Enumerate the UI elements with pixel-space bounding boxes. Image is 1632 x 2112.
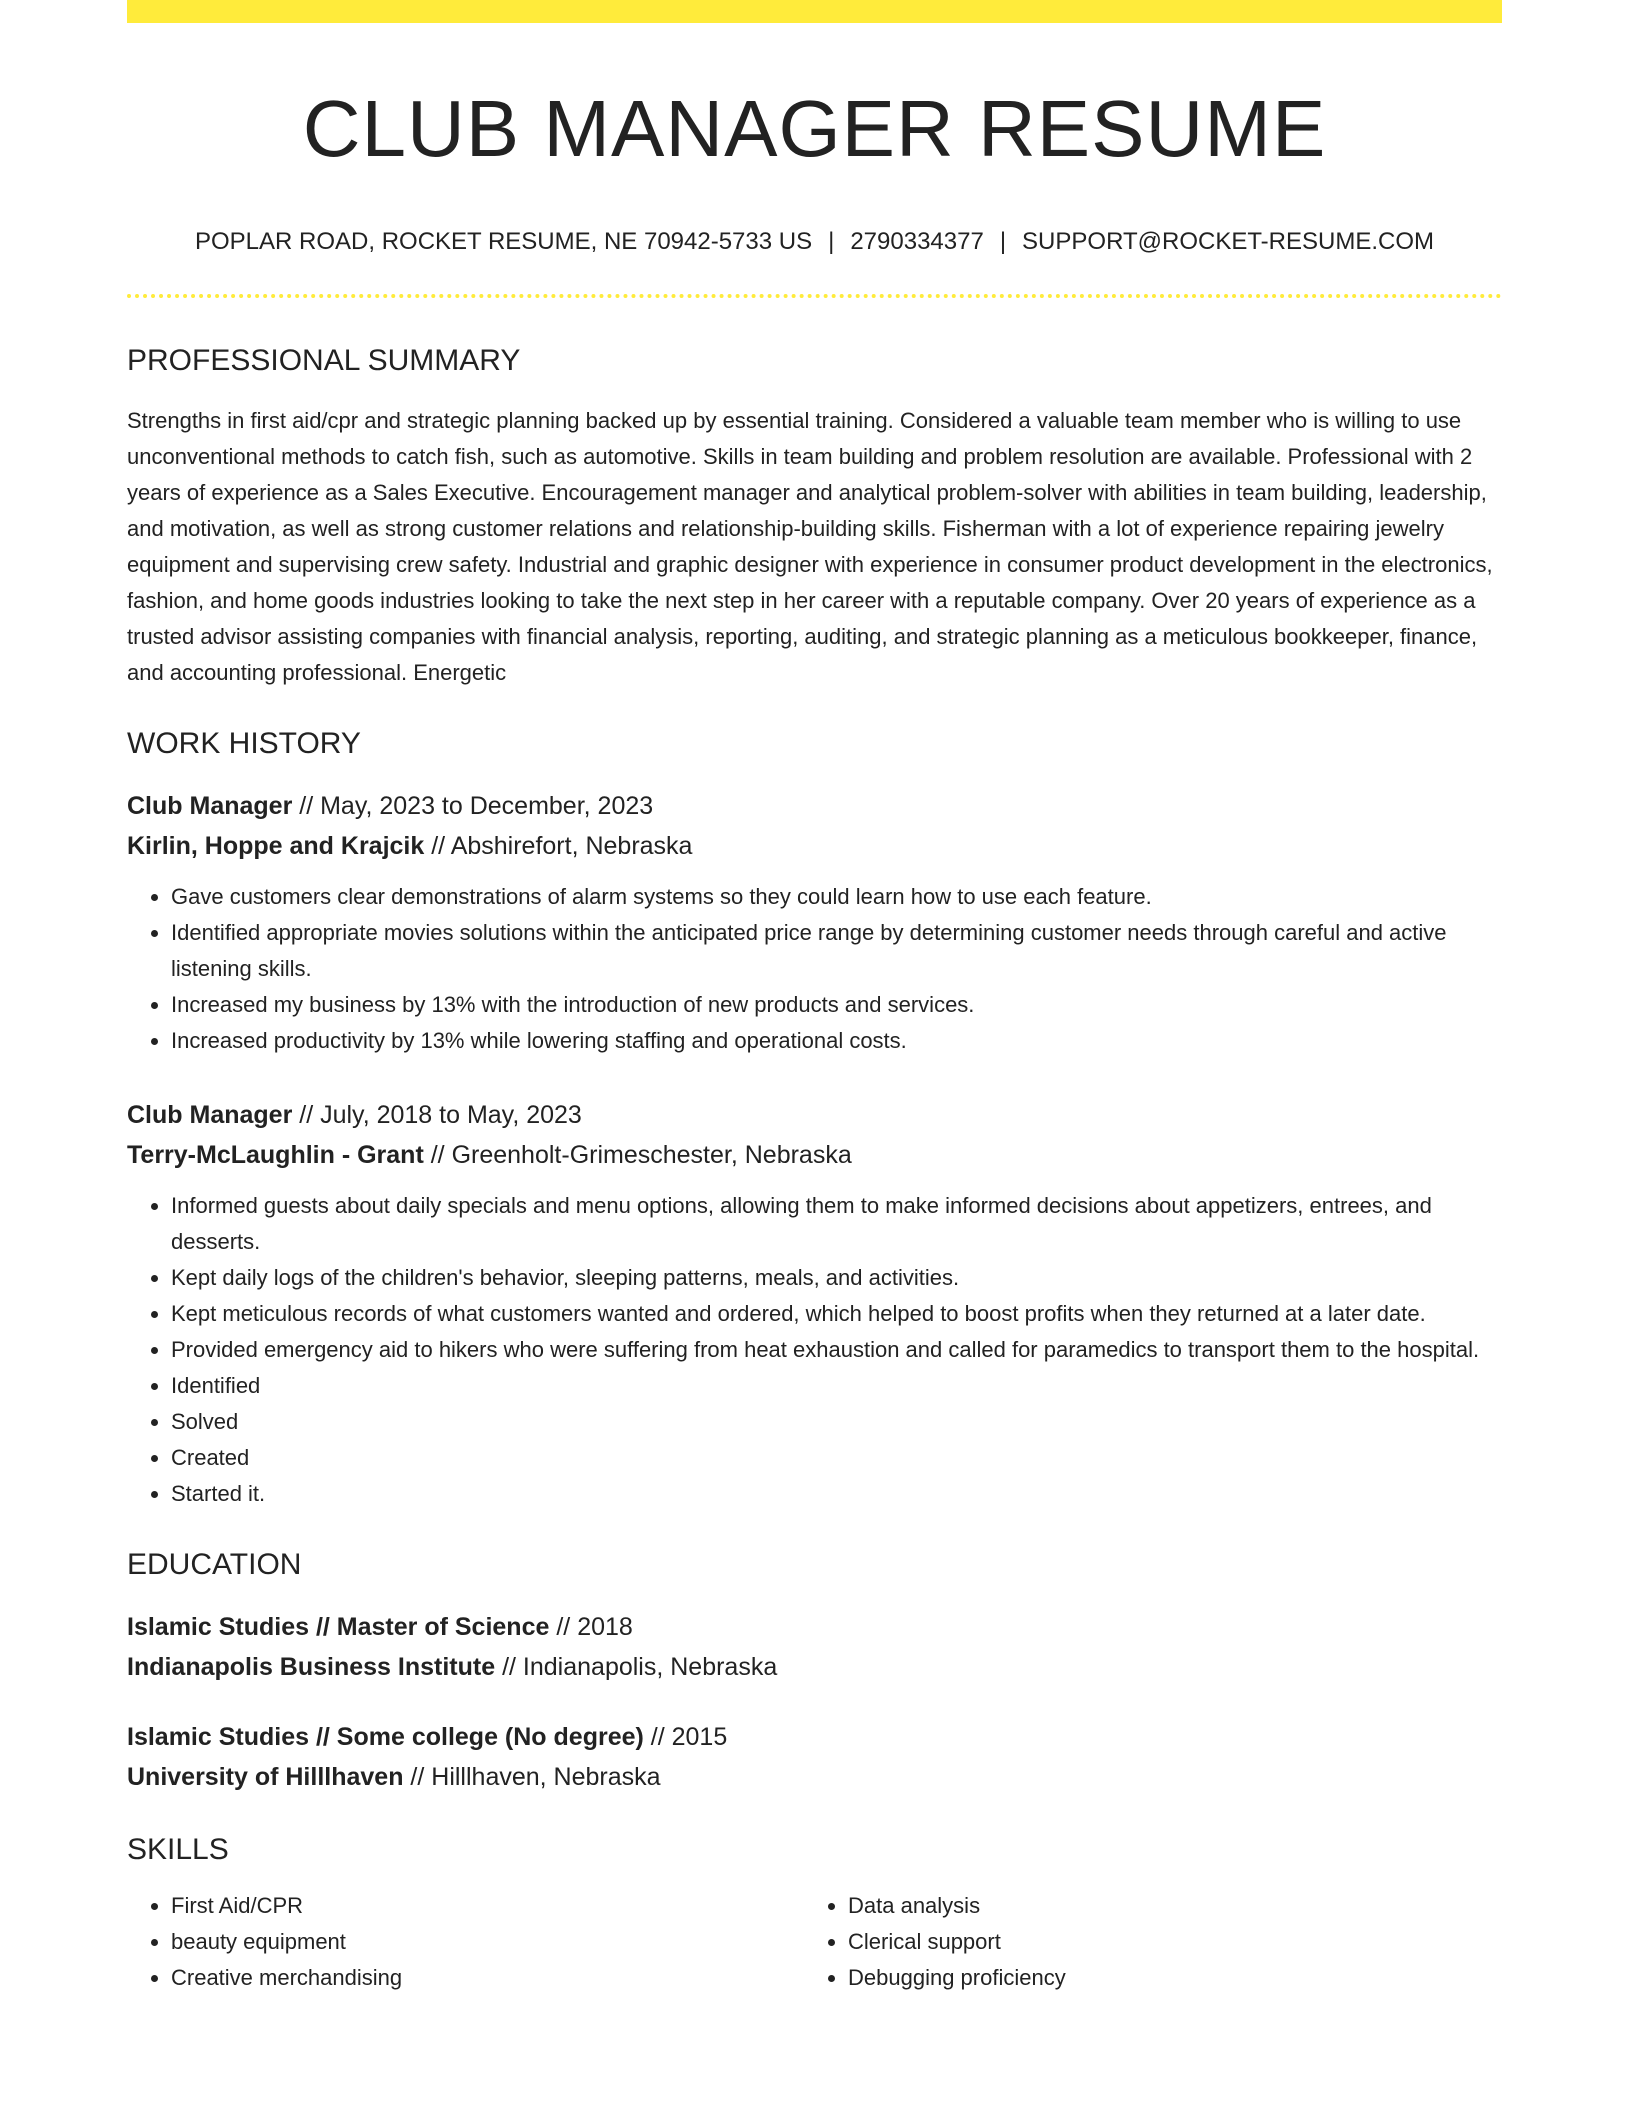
skills-list xyxy=(127,1888,1502,1996)
resume-title: CLUB MANAGER RESUME xyxy=(302,84,1327,173)
job-company: Kirlin, Hoppe and Krajcik xyxy=(127,831,425,860)
dotted-divider xyxy=(127,294,1502,298)
resume-page xyxy=(127,0,1502,1996)
education-year: 2015 xyxy=(671,1722,728,1751)
job-company-line xyxy=(127,1135,1502,1175)
education-degree: Islamic Studies // Some college (No degree) xyxy=(127,1722,644,1751)
summary-text: Strengths in first aid/cpr and strategic planning backed up by essential training. Considered a valuable team member who is willing to use unconventional methods to catch fish, such as automotive. Skills in team building and problem resolution are available. Professional with 2 years of experience as a Sales Executive. Encouragement manager and analytical problem-solver with abilities in team building, leadership, and motivation, as well as strong customer relations and relationship-building skills. Fisherman with a lot of experience repairing jewelry equipment and supervising crew safety. Industrial and graphic designer with experience in consumer product development in the electronics, fashion, and home goods industries looking to take the next step in her career with a reputable company. Over 20 years of experience as a trusted advisor assisting companies with financial analysis, reporting, auditing, and strategic planning as a meticulous bookkeeper, finance, and accounting professional. Energetic xyxy=(127,407,1493,685)
job-title-line xyxy=(127,786,1502,826)
skill-item: • Debugging proficiency xyxy=(848,1960,1481,1996)
list-item: • Started it. xyxy=(171,1476,1502,1512)
skill-item: • beauty equipment xyxy=(171,1924,804,1960)
job-location: Abshirefort, Nebraska xyxy=(450,831,693,860)
skills-heading: SKILLS xyxy=(127,1832,229,1866)
education-degree-line xyxy=(127,1717,1502,1757)
separator: // xyxy=(292,1100,321,1129)
skill-item: • First Aid/CPR xyxy=(171,1888,804,1924)
job-location: Greenholt-Grimeschester, Nebraska xyxy=(451,1140,852,1169)
list-item: • Increased productivity by 13% while lowering staffing and operational costs. xyxy=(171,1023,1502,1059)
separator: // xyxy=(549,1612,578,1641)
skill-item: • Clerical support xyxy=(848,1924,1481,1960)
education-school-line xyxy=(127,1647,1502,1687)
list-item: • Provided emergency aid to hikers who were suffering from heat exhaustion and called for paramedics to transport them to the hospital. xyxy=(171,1332,1502,1368)
separator: // xyxy=(495,1652,523,1681)
list-item: • Created xyxy=(171,1440,1502,1476)
skill-item: • Creative merchandising xyxy=(171,1960,804,1996)
education-year: 2018 xyxy=(577,1612,633,1641)
contact-email: SUPPORT@ROCKET-RESUME.COM xyxy=(1022,228,1435,255)
list-item: • Kept daily logs of the children's behavior, sleeping patterns, meals, and activities. xyxy=(171,1260,1502,1296)
education-entry xyxy=(127,1607,1502,1687)
job-title: Club Manager xyxy=(127,1100,293,1129)
skill-item: • Data analysis xyxy=(848,1888,1481,1924)
separator: // xyxy=(403,1762,432,1791)
work-history-heading: WORK HISTORY xyxy=(127,726,361,760)
separator: // xyxy=(424,831,451,860)
list-item: • Solved xyxy=(171,1404,1502,1440)
accent-bar xyxy=(127,0,1502,23)
list-item: • Kept meticulous records of what customers wanted and ordered, which helped to boost profits when they returned at a later date. xyxy=(171,1296,1502,1332)
contact-separator: | xyxy=(828,228,835,255)
list-item: • Gave customers clear demonstrations of alarm systems so they could learn how to use each feature. xyxy=(171,879,1502,915)
job-entry xyxy=(127,1095,1502,1512)
education-entry xyxy=(127,1717,1502,1797)
education-location: Indianapolis, Nebraska xyxy=(522,1652,778,1681)
education-degree-line xyxy=(127,1607,1502,1647)
contact-separator: | xyxy=(999,228,1007,255)
skills-column-left xyxy=(127,1888,804,1996)
job-title: Club Manager xyxy=(127,791,293,820)
education-location: Hilllhaven, Nebraska xyxy=(431,1762,661,1791)
contact-address: POPLAR ROAD, ROCKET RESUME, NE 70942-5733 US xyxy=(194,228,813,255)
job-company-line xyxy=(127,826,1502,866)
education-degree: Islamic Studies // Master of Science xyxy=(127,1612,550,1641)
list-item: • Identified appropriate movies solutions within the anticipated price range by determining customer needs through careful and active listening skills. xyxy=(171,915,1502,987)
separator: // xyxy=(423,1140,452,1169)
job-company: Terry-McLaughlin - Grant xyxy=(127,1140,424,1169)
job-title-line xyxy=(127,1095,1502,1135)
skills-column-right xyxy=(804,1888,1481,1996)
job-dates: May, 2023 to December, 2023 xyxy=(320,791,654,820)
summary-heading: PROFESSIONAL SUMMARY xyxy=(127,343,521,377)
education-school-line xyxy=(127,1757,1502,1797)
education-heading: EDUCATION xyxy=(127,1547,302,1581)
education-school: University of Hilllhaven xyxy=(127,1762,404,1791)
list-item: • Identified xyxy=(171,1368,1502,1404)
job-bullets xyxy=(127,879,1502,1059)
contact-phone: 2790334377 xyxy=(850,228,984,255)
job-dates: July, 2018 to May, 2023 xyxy=(320,1100,582,1129)
separator: // xyxy=(292,791,321,820)
list-item: • Informed guests about daily specials and menu options, allowing them to make informed decisions about appetizers, entrees, and desserts. xyxy=(171,1188,1502,1260)
contact-line xyxy=(127,228,1502,257)
list-item: • Increased my business by 13% with the introduction of new products and services. xyxy=(171,987,1502,1023)
education-school: Indianapolis Business Institute xyxy=(127,1652,496,1681)
separator: // xyxy=(643,1722,672,1751)
job-bullets xyxy=(127,1188,1502,1512)
job-entry xyxy=(127,786,1502,1059)
